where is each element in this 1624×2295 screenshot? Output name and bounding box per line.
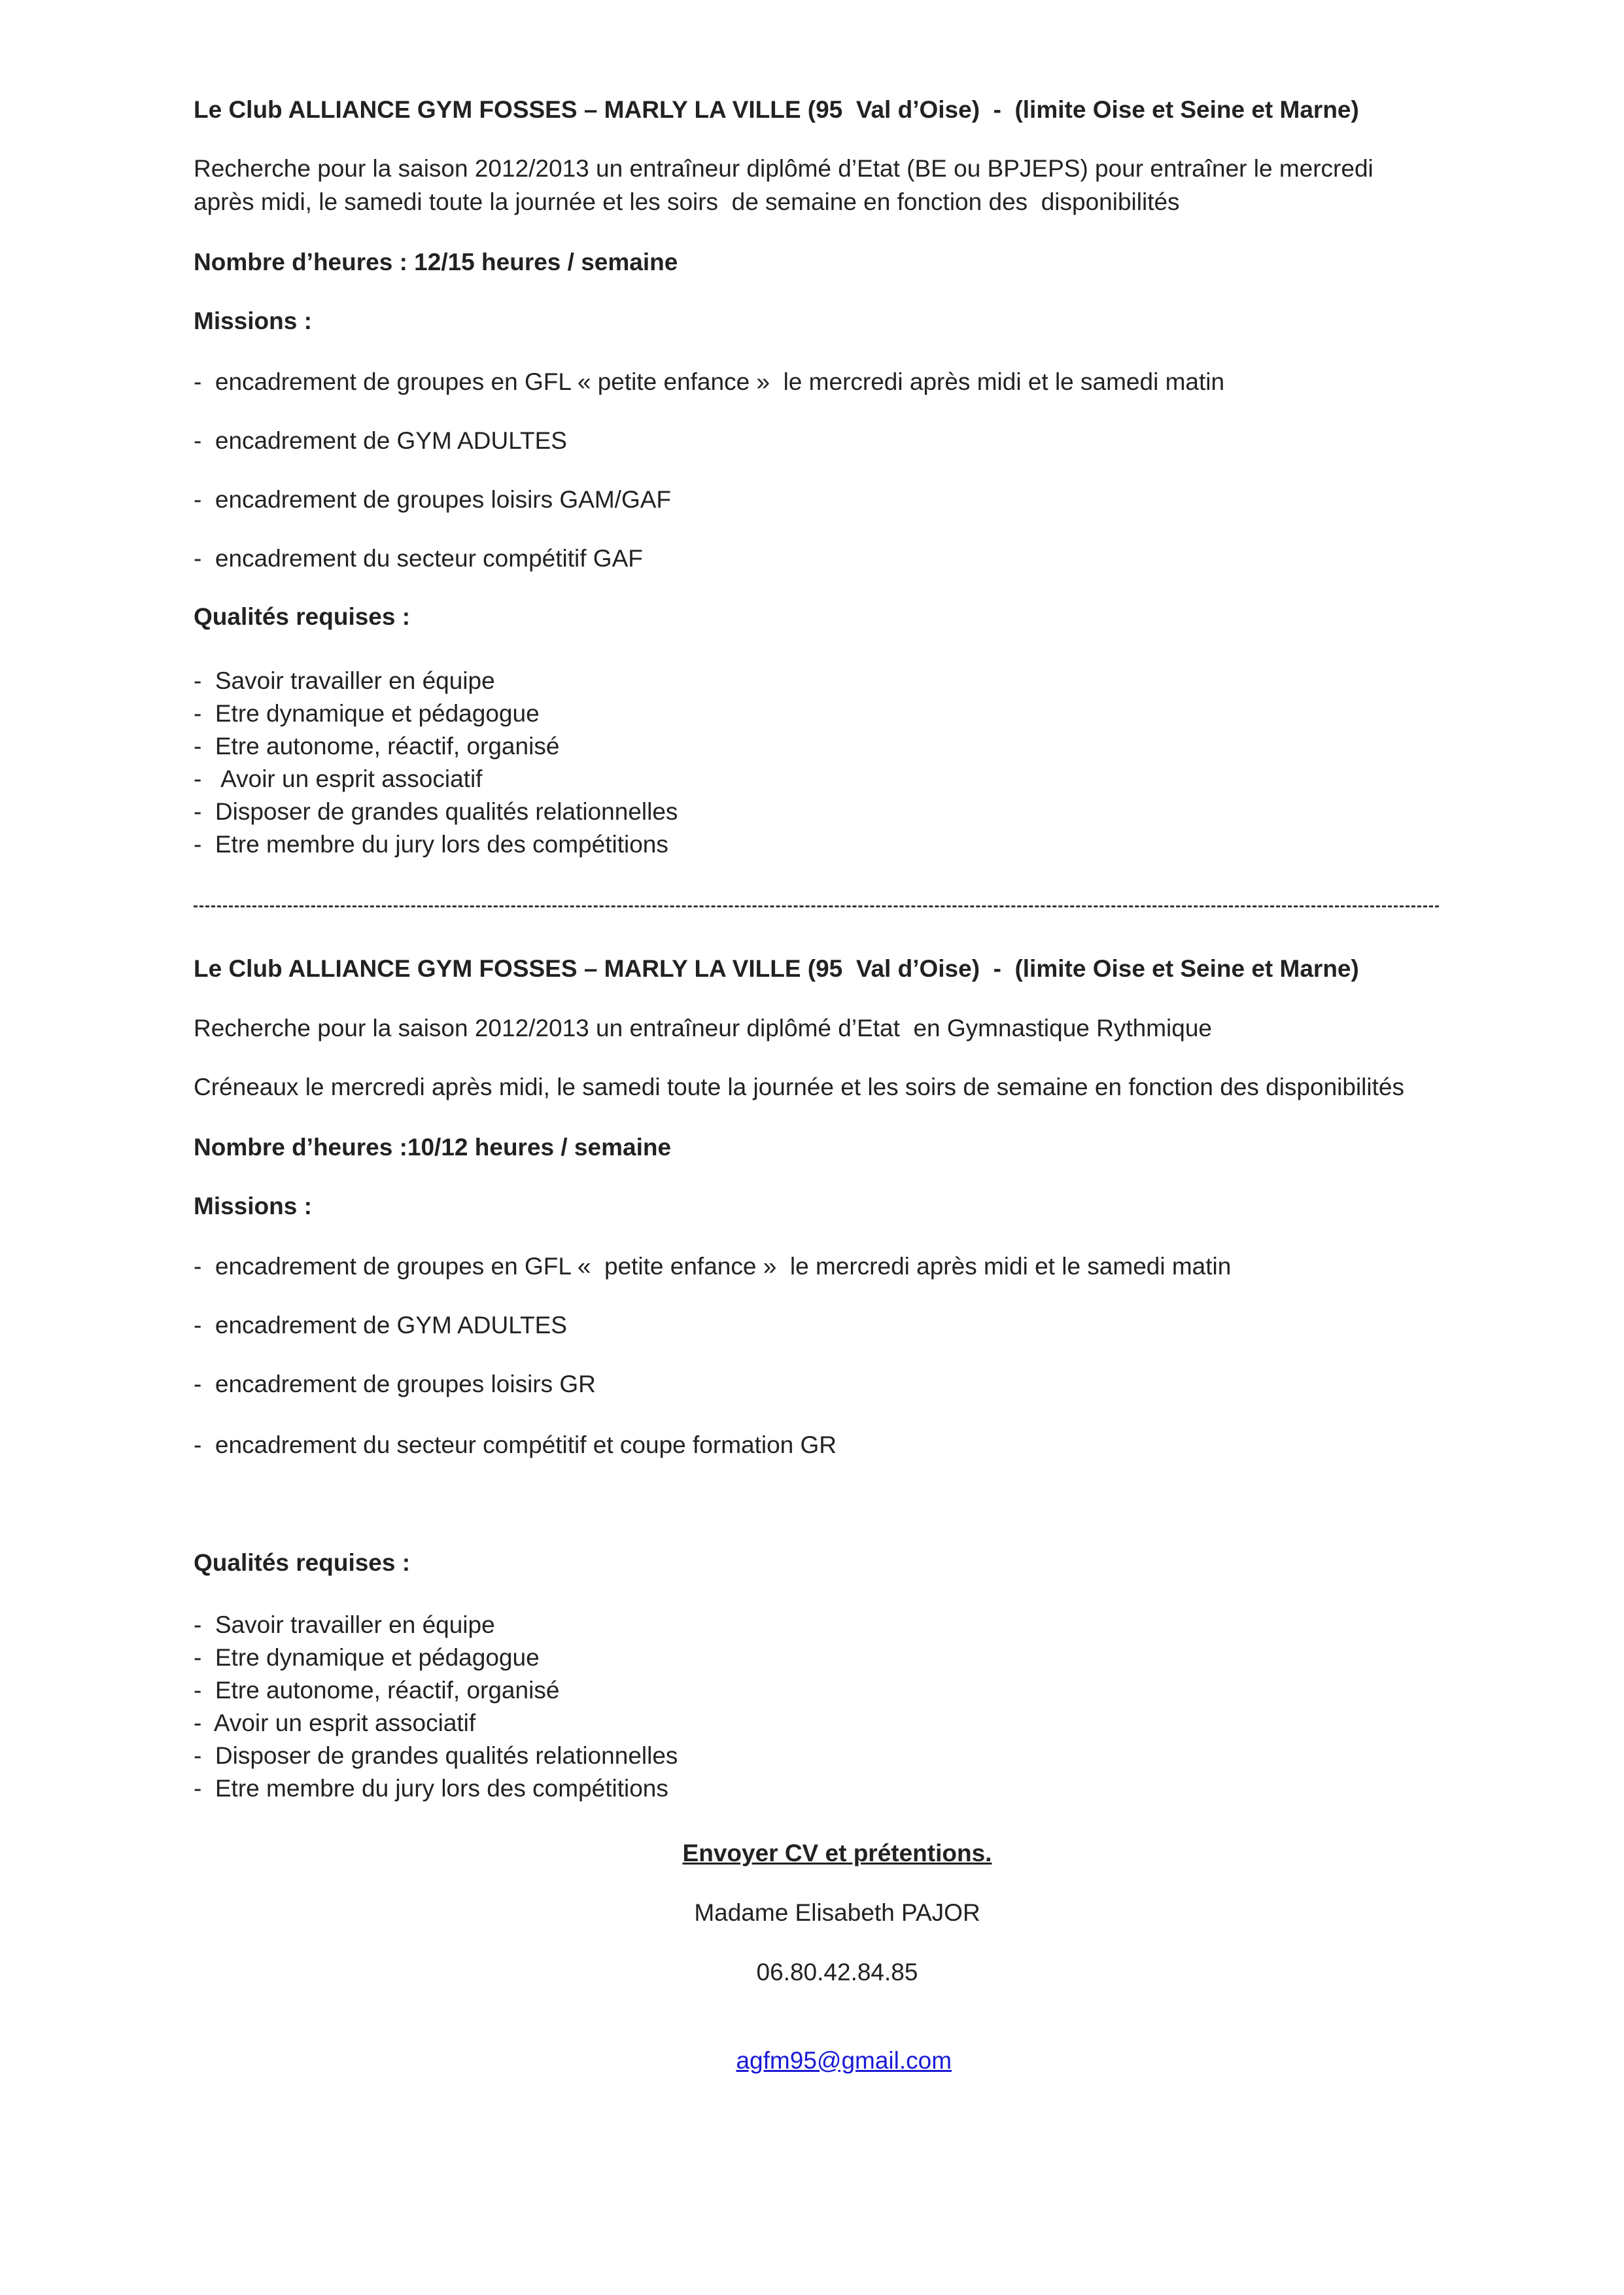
offer1-intro-line1: Recherche pour la saison 2012/2013 un entraîneur diplômé d’Etat (BE ou BPJEPS) pour entraîner le mercredi [194,155,1373,182]
offer1-heading: Le Club ALLIANCE GYM FOSSES – MARLY LA VILLE (95 Val d’Oise) - (limite Oise et Seine et Marne) [194,96,1359,123]
offer1-quality-item: - Etre membre du jury lors des compétitions [194,831,668,858]
offer2-quality-item: - Avoir un esprit associatif [194,1709,476,1736]
call-to-action: Envoyer CV et prétentions. [682,1840,992,1866]
offer2-quality-item: - Etre autonome, réactif, organisé [194,1677,560,1704]
offer2-hours: Nombre d’heures :10/12 heures / semaine [194,1134,672,1161]
offer2-mission-item: - encadrement du secteur compétitif et coupe formation GR [194,1431,837,1458]
offer1-mission-item: - encadrement de groupes loisirs GAM/GAF [194,486,672,513]
offer2-quality-item: - Etre dynamique et pédagogue [194,1644,540,1671]
offer1-missions-title: Missions : [194,307,312,334]
offer1-quality-item: - Avoir un esprit associatif [194,765,483,792]
offer2-schedule: Créneaux le mercredi après midi, le samedi toute la journée et les soirs de semaine en fonction des disponibilités [194,1074,1404,1100]
offer2-qualities-title: Qualités requises : [194,1549,411,1576]
offer1-mission-item: - encadrement de GYM ADULTES [194,427,567,454]
offer2-heading: Le Club ALLIANCE GYM FOSSES – MARLY LA VILLE (95 Val d’Oise) - (limite Oise et Seine et Marne) [194,955,1359,982]
offer1-quality-item: - Disposer de grandes qualités relationnelles [194,798,678,825]
offer1-quality-item: - Savoir travailler en équipe [194,667,495,694]
offer1-quality-item: - Etre dynamique et pédagogue [194,700,540,727]
contact-email-wrapper [589,2019,1086,2075]
offer2-mission-item: - encadrement de groupes loisirs GR [194,1371,596,1397]
offer2-quality-item: - Savoir travailler en équipe [194,1611,495,1638]
contact-email-link[interactable]: agfm95@gmail.com [736,2046,952,2074]
contact-phone: 06.80.42.84.85 [756,1959,918,1986]
offer2-intro-line1: Recherche pour la saison 2012/2013 un entraîneur diplômé d’Etat en Gymnastique Rythmique [194,1015,1212,1042]
offer1-intro-line2: après midi, le samedi toute la journée et les soirs de semaine en fonction des disponibilités [194,188,1180,215]
offer2-quality-item: - Disposer de grandes qualités relationnelles [194,1742,678,1769]
offer2-missions-title: Missions : [194,1193,312,1219]
offer2-mission-item: - encadrement de GYM ADULTES [194,1312,567,1339]
offer1-hours: Nombre d’heures : 12/15 heures / semaine [194,249,678,275]
offer2-mission-item: - encadrement de groupes en GFL « petite enfance » le mercredi après midi et le samedi matin [194,1253,1232,1280]
contact-name: Madame Elisabeth PAJOR [694,1899,980,1926]
offer1-mission-item: - encadrement du secteur compétitif GAF [194,545,643,572]
offer1-qualities-title: Qualités requises : [194,603,411,630]
offer1-mission-item: - encadrement de groupes en GFL « petite enfance » le mercredi après midi et le samedi matin [194,368,1225,395]
section-divider [194,905,1439,907]
offer2-quality-item: - Etre membre du jury lors des compétitions [194,1775,668,1802]
offer1-quality-item: - Etre autonome, réactif, organisé [194,733,560,760]
